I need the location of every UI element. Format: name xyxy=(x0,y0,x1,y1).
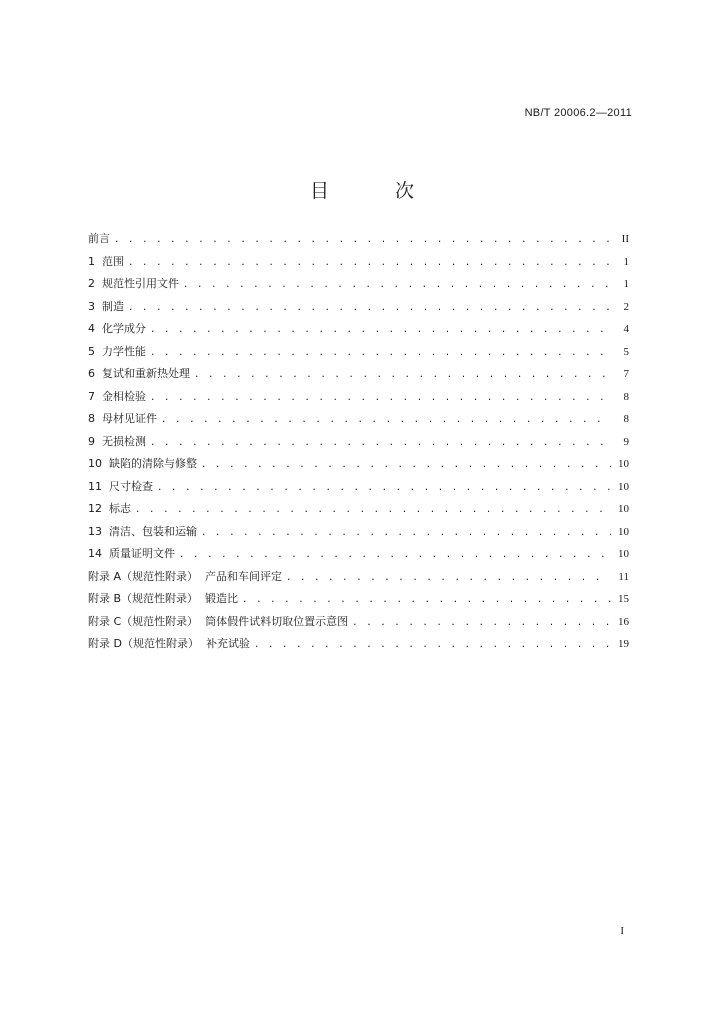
toc-entry[interactable] xyxy=(88,500,629,523)
toc-entry[interactable] xyxy=(88,613,629,636)
toc-leader-dots xyxy=(201,460,611,470)
page-title: 目 次 xyxy=(309,180,445,202)
toc-entry-label: 13 清洁、包装和运输 xyxy=(88,524,197,538)
toc-entry-page: 15 xyxy=(618,593,629,605)
toc-entry[interactable] xyxy=(88,230,629,253)
toc-leader-dots xyxy=(150,325,611,335)
toc-entry[interactable] xyxy=(88,275,629,298)
toc-entry-page: 1 xyxy=(623,255,629,268)
toc-leader-dots xyxy=(352,618,611,628)
toc-entry-label: 11 尺寸检查 xyxy=(88,479,153,493)
toc-leader-dots xyxy=(150,438,611,448)
toc-entry[interactable] xyxy=(88,388,629,411)
toc-leader-dots xyxy=(150,348,611,358)
toc-entry[interactable] xyxy=(88,410,629,433)
toc-leader-dots xyxy=(161,415,611,425)
toc-entry-label: 附录 B（规范性附录） 锻造比 xyxy=(88,592,239,605)
toc-entry-page: 10 xyxy=(618,525,629,538)
toc-leader-dots xyxy=(242,595,611,605)
toc-entry-label: 附录 C（规范性附录） 筒体假件试料切取位置示意图 xyxy=(88,614,349,628)
toc-leader-dots xyxy=(114,235,611,245)
toc-entry[interactable] xyxy=(88,298,629,321)
toc-leader-dots xyxy=(157,483,611,493)
toc-entry-label: 3 制造 xyxy=(88,299,124,313)
toc-entry-label: 14 质量证明文件 xyxy=(88,547,175,560)
toc-entry-label: 前言 xyxy=(88,232,110,245)
toc-entry[interactable] xyxy=(88,433,629,456)
toc-leader-dots xyxy=(128,303,611,313)
toc-entry[interactable] xyxy=(88,568,629,591)
toc-entry[interactable] xyxy=(88,523,629,546)
toc-entry-label: 6 复试和重新热处理 xyxy=(88,367,190,380)
toc-entry-label: 8 母材见证件 xyxy=(88,412,157,425)
toc-entry-label: 4 化学成分 xyxy=(88,322,146,335)
toc-entry-label: 附录 D（规范性附录） 补充试验 xyxy=(88,637,250,650)
toc-entry-label: 12 标志 xyxy=(88,502,131,515)
toc-leader-dots xyxy=(135,505,611,515)
toc-entry-page: 10 xyxy=(618,503,629,515)
toc-entry-page: 11 xyxy=(618,570,629,583)
toc-entry-page: 16 xyxy=(618,615,629,628)
toc-entry-label: 10 缺陷的清除与修整 xyxy=(88,457,197,470)
standard-code: NB/T 20006.2—2011 xyxy=(524,107,632,119)
toc-entry-page: 10 xyxy=(618,458,629,470)
toc-entry-page: 19 xyxy=(618,638,629,650)
toc-entry[interactable] xyxy=(88,455,629,478)
toc-entry-label: 2 规范性引用文件 xyxy=(88,277,179,290)
toc-leader-dots xyxy=(286,573,611,583)
toc-entry-label: 附录 A（规范性附录） 产品和车间评定 xyxy=(88,569,283,583)
toc-entry-label: 9 无损检测 xyxy=(88,434,146,448)
toc-leader-dots xyxy=(150,393,611,403)
toc-entry[interactable] xyxy=(88,320,629,343)
toc-leader-dots xyxy=(128,258,611,268)
toc-entry[interactable] xyxy=(88,590,629,613)
toc-entry-label: 1 范围 xyxy=(88,254,124,268)
toc-leader-dots xyxy=(179,550,611,560)
toc-entry-page: 5 xyxy=(623,345,629,358)
toc-leader-dots xyxy=(194,370,611,380)
toc-entry-page: 2 xyxy=(623,300,629,313)
toc-entry[interactable] xyxy=(88,478,629,501)
toc-entry-page: 10 xyxy=(618,480,629,493)
toc-entry-page: 10 xyxy=(618,548,629,560)
toc-entry-page: 8 xyxy=(623,413,629,425)
toc-leader-dots xyxy=(183,280,611,290)
toc-entry-page: 7 xyxy=(623,368,629,380)
toc-entry[interactable] xyxy=(88,365,629,388)
toc-entry-page: 4 xyxy=(623,323,629,335)
toc-entry-page: II xyxy=(621,233,629,245)
table-of-contents xyxy=(88,230,629,658)
toc-entry[interactable] xyxy=(88,635,629,658)
toc-entry[interactable] xyxy=(88,545,629,568)
toc-entry[interactable] xyxy=(88,343,629,366)
toc-leader-dots xyxy=(201,528,611,538)
toc-entry[interactable] xyxy=(88,253,629,276)
toc-entry-label: 5 力学性能 xyxy=(88,344,146,358)
toc-entry-page: 9 xyxy=(623,435,629,448)
page-number: I xyxy=(620,925,624,937)
toc-entry-page: 8 xyxy=(623,390,629,403)
toc-entry-page: 1 xyxy=(623,278,629,290)
toc-leader-dots xyxy=(254,640,611,650)
toc-entry-label: 7 金相检验 xyxy=(88,389,146,403)
